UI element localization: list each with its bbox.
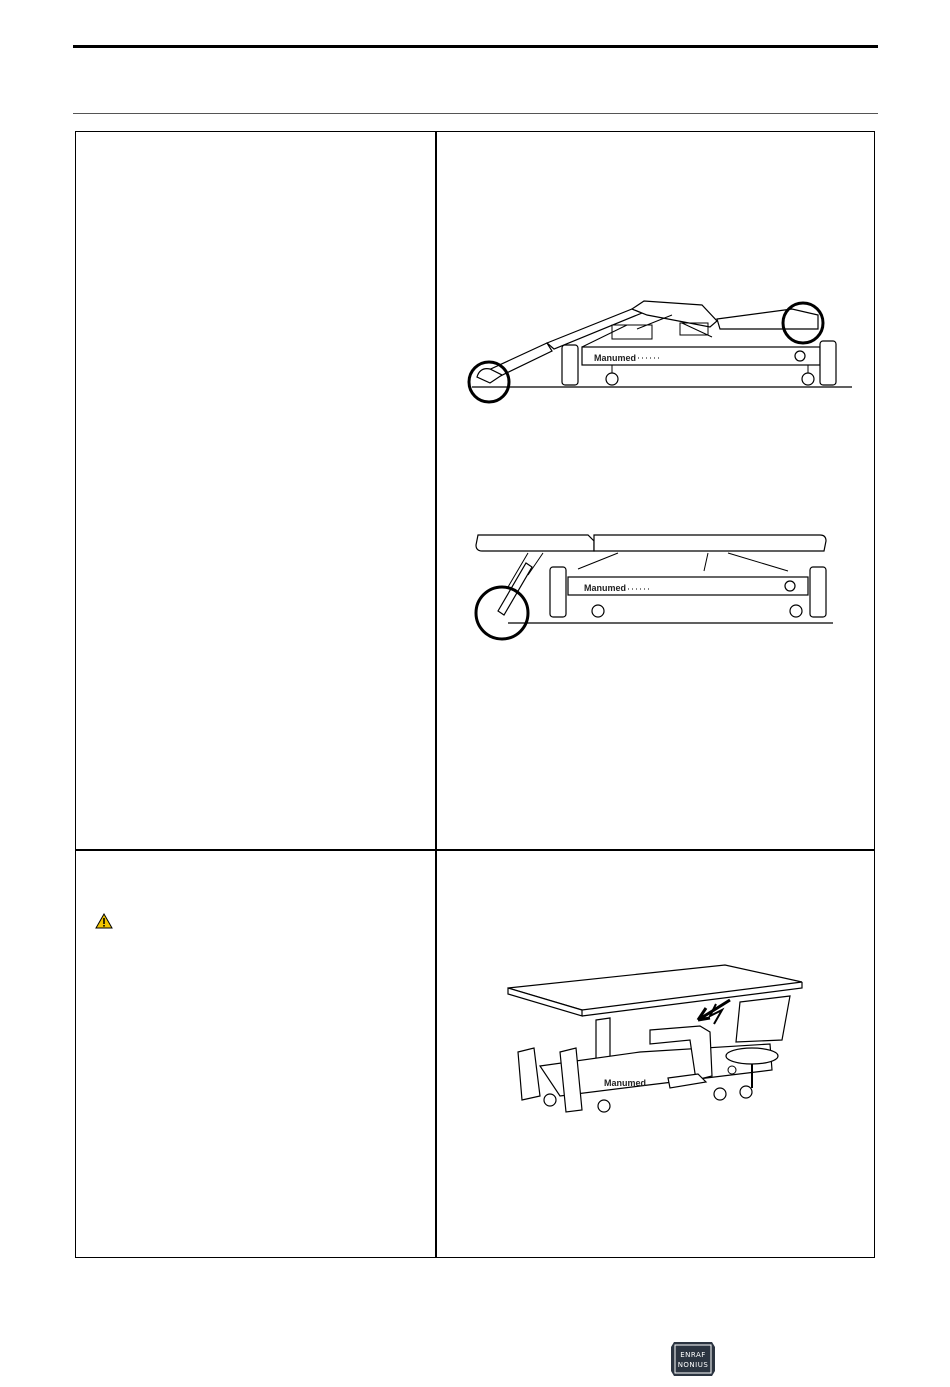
column-divider	[435, 132, 437, 1257]
text-cell-row1	[76, 132, 435, 849]
logo-line-1: ENRAF	[680, 1351, 706, 1359]
text-cell-row2	[76, 850, 435, 1257]
brand-label: Manumed	[604, 1078, 647, 1088]
brand-label: Manumed	[594, 353, 637, 363]
brand-label: Manumed	[584, 583, 627, 593]
logo-line-2: NONIUS	[677, 1361, 709, 1369]
figure-foot-pedal	[500, 960, 810, 1120]
warning-triangle-icon	[95, 913, 113, 929]
figure-reclined-table	[462, 295, 857, 410]
figure-flat-table	[468, 527, 838, 647]
section-divider	[73, 113, 878, 114]
enraf-nonius-logo	[668, 1339, 718, 1379]
header-rule	[73, 45, 878, 48]
